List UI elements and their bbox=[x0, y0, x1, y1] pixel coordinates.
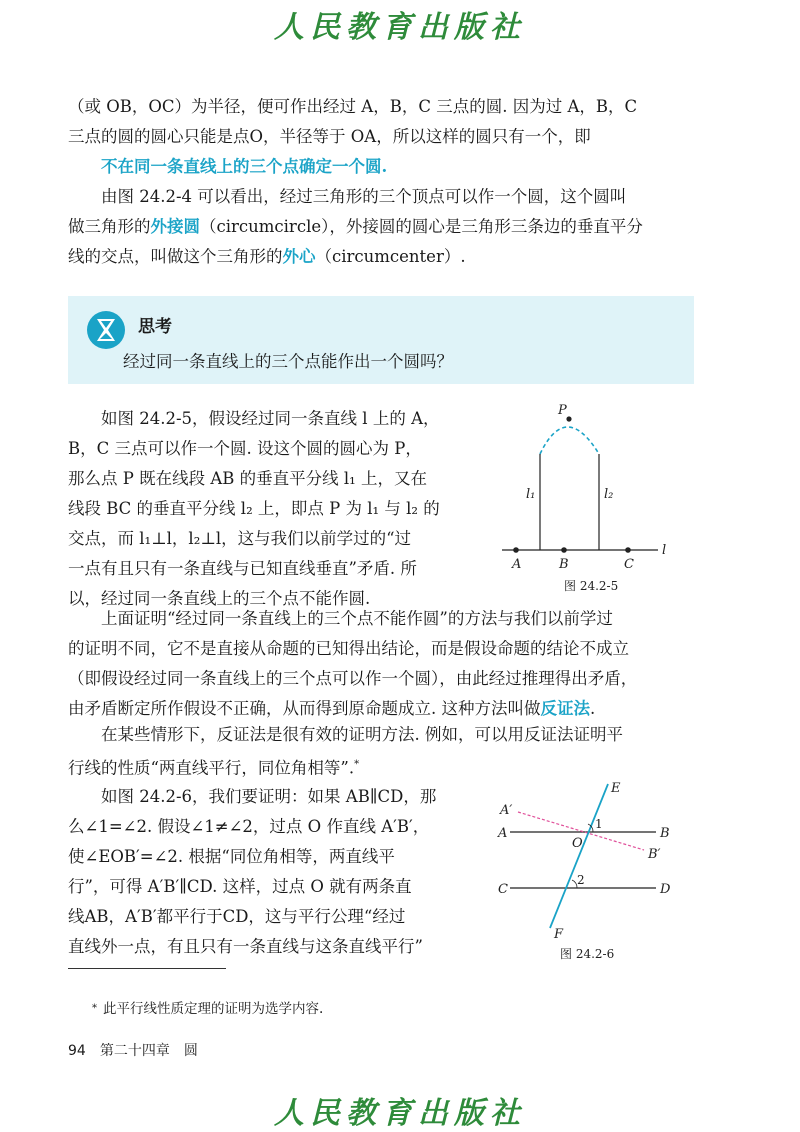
text-line: 以，经过同一条直线上的三个点不能作圆. bbox=[68, 589, 371, 608]
label-p: P bbox=[558, 403, 567, 418]
text-line: 线段 BC 的垂直平分线 l₂ 上，即点 P 为 l₁ 与 l₂ 的 bbox=[68, 499, 440, 518]
think-box bbox=[68, 296, 694, 384]
think-question: 经过同一条直线上的三个点能作出一个圆吗？ bbox=[123, 352, 453, 371]
label-l: l bbox=[662, 543, 667, 558]
text-line: （或 OB，OC）为半径，便可作出经过 A，B，C 三点的圆. 因为过 A，B，C bbox=[68, 97, 638, 116]
text-line bbox=[68, 212, 700, 242]
text-line: 三点的圆的圆心只能是点O，半径等于 OA，所以这样的圆只有一个，即 bbox=[68, 127, 591, 146]
label-b: B bbox=[559, 557, 569, 572]
text-segment: 线的交点，叫做这个三角形的 bbox=[68, 247, 283, 266]
page-number: 94 bbox=[68, 1043, 86, 1059]
think-title: 思考 bbox=[138, 317, 172, 337]
text-line: 交点，而 l₁⊥l，l₂⊥l，这与我们以前学过的“过 bbox=[68, 529, 412, 548]
label-b-prime: B′ bbox=[648, 847, 661, 862]
footnote-star: * bbox=[92, 1003, 97, 1014]
footnote-text: 此平行线性质定理的证明为选学内容. bbox=[103, 1001, 324, 1017]
dashed-arc bbox=[540, 427, 599, 454]
label-l1: l₁ bbox=[526, 487, 536, 502]
text-line: 么∠1=∠2. 假设∠1≠∠2，过点 O 作直线 A′B′， bbox=[68, 817, 430, 836]
text-segment: （circumcircle），外接圆的圆心是三角形三条边的垂直平分 bbox=[200, 217, 643, 236]
text-segment: 做三角形的 bbox=[68, 217, 151, 236]
publisher-logo-bottom: 人民教育出版社 bbox=[274, 1096, 526, 1131]
text-line: 线AB，A′B′都平行于CD，这与平行公理“经过 bbox=[68, 907, 406, 926]
contradiction-paragraph bbox=[68, 604, 700, 724]
text-line bbox=[68, 750, 700, 784]
page-footer bbox=[68, 1040, 198, 1060]
text-line: 使∠EOB′=∠2. 根据“同位角相等，两直线平 bbox=[68, 847, 395, 866]
hourglass-icon bbox=[86, 310, 126, 350]
label-angle-1: 1 bbox=[595, 817, 603, 831]
label-a: A bbox=[498, 826, 508, 841]
term-circumcircle: 外接圆 bbox=[150, 217, 200, 236]
figure-24-2-5 bbox=[496, 402, 696, 602]
label-o: O bbox=[572, 836, 583, 851]
example-paragraph bbox=[68, 720, 700, 784]
line-ef bbox=[550, 784, 608, 928]
footnote-rule bbox=[68, 968, 226, 969]
label-a: A bbox=[512, 557, 522, 572]
text-line: 直线外一点，有且只有一条直线与这条直线平行” bbox=[68, 937, 423, 956]
text-line: 的证明不同，它不是直接从命题的已知得出结论，而是假设命题的结论不成立 bbox=[68, 639, 629, 658]
text-line: 在某些情形下，反证法是很有效的证明方法. 例如，可以用反证法证明平 bbox=[101, 725, 623, 744]
text-line: B，C 三点可以作一个圆. 设这个圆的圆心为 P， bbox=[68, 439, 422, 458]
label-d: D bbox=[660, 882, 671, 897]
text-segment: . bbox=[590, 699, 596, 718]
chapter-title: 第二十四章 圆 bbox=[99, 1043, 198, 1059]
text-line: （即假设经过同一条直线上的三个点可以作一个圆），由此经过推理得出矛盾， bbox=[68, 669, 638, 688]
term-proof-by-contradiction: 反证法 bbox=[540, 699, 590, 718]
point-a bbox=[513, 547, 519, 553]
text-line: 上面证明“经过同一条直线上的三个点不能作圆”的方法与我们以前学过 bbox=[101, 609, 613, 628]
label-c: C bbox=[498, 882, 508, 897]
text-line: 由图 24.2-4 可以看出，经过三角形的三个顶点可以作一个圆，这个圆叫 bbox=[101, 187, 627, 206]
text-line bbox=[68, 242, 700, 272]
figure-24-2-6 bbox=[494, 780, 694, 965]
label-b: B bbox=[660, 826, 670, 841]
label-e: E bbox=[611, 781, 621, 796]
footnote bbox=[92, 997, 323, 1017]
proof-paragraph bbox=[68, 404, 483, 614]
text-line: 如图 24.2-5，假设经过同一条直线 l 上的 A， bbox=[101, 409, 440, 428]
label-angle-2: 2 bbox=[577, 873, 585, 887]
text-line: 行”，可得 A′B′∥CD. 这样，过点 O 就有两条直 bbox=[68, 877, 412, 896]
point-b bbox=[561, 547, 567, 553]
text-segment: 行线的性质“两直线平行，同位角相等”. bbox=[68, 758, 355, 778]
circumcircle-paragraph bbox=[68, 182, 700, 272]
parallel-paragraph bbox=[68, 782, 483, 962]
label-a-prime: A′ bbox=[500, 803, 513, 818]
label-f: F bbox=[554, 927, 564, 942]
footnote-marker: * bbox=[354, 759, 360, 770]
text-line: 如图 24.2-6，我们要证明：如果 AB∥CD，那 bbox=[101, 787, 437, 806]
top-paragraph bbox=[68, 92, 700, 182]
text-line: 那么点 P 既在线段 AB 的垂直平分线 l₁ 上，又在 bbox=[68, 469, 428, 488]
term-circumcenter: 外心 bbox=[282, 247, 316, 266]
publisher-logo-top: 人民教育出版社 bbox=[274, 10, 526, 45]
text-segment: （circumcenter）. bbox=[315, 247, 466, 266]
point-p bbox=[566, 416, 571, 421]
point-c bbox=[625, 547, 631, 553]
label-l2: l₂ bbox=[604, 487, 614, 502]
text-line: 一点有且只有一条直线与已知直线垂直”矛盾. 所 bbox=[68, 559, 417, 578]
theorem-statement: 不在同一条直线上的三个点确定一个圆. bbox=[101, 157, 388, 176]
label-c: C bbox=[624, 557, 634, 572]
figure-caption: 图 24.2-6 bbox=[560, 947, 615, 961]
figure-caption: 图 24.2-5 bbox=[564, 579, 619, 593]
text-segment: 由矛盾断定所作假设不正确，从而得到原命题成立. 这种方法叫做 bbox=[68, 699, 541, 718]
